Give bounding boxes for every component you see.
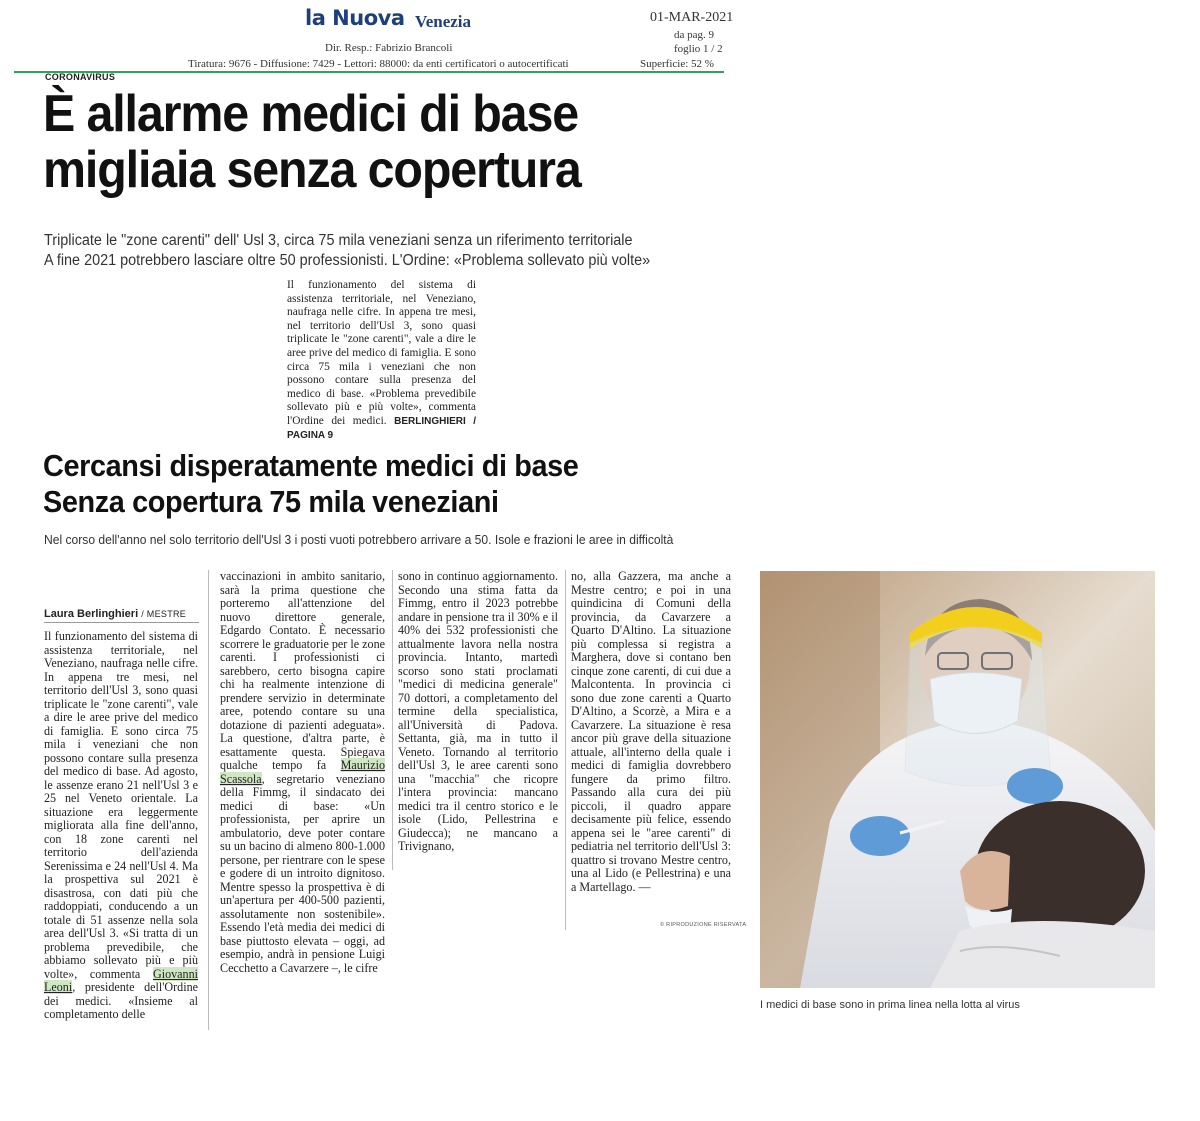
column-divider	[392, 570, 393, 870]
column-4-text: no, alla Gazzera, ma anche a Mestre centro; e poi in una quindicina di Comuni della provincia, da Cavarzere a Quarto D'Altino. La situazione più complessa si registra a Marghera, dove si contano ben cinque zone carenti, di cui due a Malcontenta. In provincia ci sono due zone carenti a Quarto D'Altino, a Scorzè, a Mira e a Cavarzere. La situazione è resa ancor più grave della situazione attuale, all'interno della quale i medici di famiglia dovrebbero fungere da primo filtro. Passando alla cura dei più piccoli, il quadro appare decisamente più felice, essendo appena sei le "aree carenti" di pediatria nel territorio dell'Usl 3: quattro si trovano Mestre centro, una al Lido (e Pellestrina) e una a Martellago. —	[571, 569, 731, 894]
director-line: Dir. Resp.: Fabrizio Brancoli	[325, 42, 453, 54]
masthead-rule	[14, 71, 724, 73]
front-summary	[287, 279, 476, 442]
article-headline-line-1: Cercansi disperatamente medici di base	[43, 448, 579, 483]
column-2-text: vaccinazioni in ambito sanitario, sarà la prima questione che porteremo all'attenzione del nuovo direttore generale, Edgardo Contato. È necessario scorrere le graduatorie per le zone carenti. I professionisti ci sarebbero, certo bisogna capire chi ha realmente intenzione di prendere servizio in determinate aree, potendo contare su una dotazione di pazienti adeguata». La questione, d'altra parte, è esattamente questa. Spiegava qualche tempo fa	[220, 569, 385, 772]
section-tag: CORONAVIRUS	[45, 72, 116, 82]
article-photo	[760, 571, 1155, 988]
highlighted-name-scassola: Maurizio Scassola	[220, 758, 385, 786]
column-divider	[565, 570, 566, 930]
circulation-line: Tiratura: 9676 - Diffusione: 7429 - Lettori: 88000: da enti certificatori o autocertificati	[188, 58, 569, 70]
article-column-3	[398, 570, 558, 854]
article-headline-line-2: Senza copertura 75 mila veneziani	[43, 484, 499, 519]
front-summary-text: Il funzionamento del sistema di assistenza territoriale, nel Veneziano, naufraga nelle cifre. In appena tre mesi, nel territorio dell'Usl 3, sono quasi triplicate le "zone carenti", vale a dire le aree prive del medico di famiglia. E sono circa 75 mila i veneziani che non possono contare sulla presenza del medico di base. «Problema prevedibile sollevato più e più volte», commenta l'Ordine dei medici.	[287, 279, 476, 427]
column-2-tail: , segretario veneziano della Fimmg, il sindacato dei medici di base: «Un professionista, per aprire un ambulatorio, deve poter contare su un bacino di almeno 800-1.000 persone, per rientrare con le spese e godere di un introito dignitoso. Mentre spesso la prospettiva è di un'apertura per 400-500 pazienti, assolutamente non sostenibile». Essendo l'età media dei medici di base piuttosto elevata – oggi, ad esempio, andrà in pensione Luigi Cecchetto a Cavarzere –, le cifre	[220, 771, 385, 975]
newspaper-edition: Venezia	[415, 12, 472, 31]
photo-illustration	[760, 571, 1155, 988]
column-divider	[208, 570, 209, 1030]
main-headline	[43, 86, 694, 198]
article-subheadline: Nel corso dell'anno nel solo territorio dell'Usl 3 i posti vuoti potrebbero arrivare a 50. Isole e frazioni le aree in difficoltà	[44, 532, 674, 547]
highlighted-name-leoni: Giovanni Leoni	[44, 966, 198, 994]
main-subheadline	[44, 231, 695, 271]
author-location: / MESTRE	[141, 609, 187, 619]
article-column-2	[220, 570, 385, 975]
article-headline	[43, 448, 694, 520]
author-name: Laura Berlinghieri	[44, 608, 139, 620]
main-subheadline-line-1: Triplicate le "zone carenti" dell' Usl 3, circa 75 mila veneziani senza un riferimento territoriale	[44, 232, 633, 249]
page-ref: da pag. 9	[674, 29, 715, 41]
main-headline-line-1: È allarme medici di base	[43, 85, 579, 143]
photo-caption: I medici di base sono in prima linea nella lotta al virus	[760, 999, 1020, 1011]
column-1-text: Il funzionamento del sistema di assistenza territoriale, nel Veneziano, naufraga nelle cifre. In appena tre mesi, nel territorio dell'Usl 3, sono quasi triplicate le "zone carenti", vale a dire le aree prive del medico di famiglia. E sono circa 75 mila i veneziani che non possono contare sulla presenza del medico di base. Ad agosto, le assenze erano 21 nell'Usl 3 e 25 nel Veneto orientale. La situazione era leggermente migliorata alla fine dell'anno, con 18 zone carenti nel territorio dell'azienda Serenissima e 24 nell'Usl 4. Ma la prospettiva sul 2021 è disastrosa, con dati più che raddoppiati, conducendo a un totale di 51 assenze nella sola area dell'Usl 3. «Si tratta di un problema prevedibile, che abbiamo sollevato più e più volte», commenta	[44, 629, 198, 981]
column-3-text: sono in continuo aggiornamento. Secondo una stima fatta da Fimmg, entro il 2023 potrebbe andare in pensione tra il 30% e il 40% dei 532 professionisti che attualmente lavora nella nostra provincia. Intanto, martedì scorso sono stati proclamati "medici di medicina generale" 70 dottori, a completamento del termine della specialistica, all'Università di Padova. Settanta, già, ma in tutto il Veneto. Tornando al territorio dell'Usl 3, le aree carenti sono una "macchia" che ricopre l'intera provincia: mancano medici tra il centro storico e le isole (Lido, Pellestrina e Giudecca); ne mancano a Trivignano,	[398, 569, 558, 853]
sheet-ref: foglio 1 / 2	[674, 43, 723, 55]
newspaper-logo: la Nuova	[305, 6, 405, 30]
main-headline-line-2: migliaia senza copertura	[43, 141, 581, 199]
article-column-4	[571, 570, 731, 894]
article-column-1	[44, 630, 198, 1022]
byline-rule	[44, 622, 199, 623]
column-1-tail: , presidente dell'Ordine dei medici. «Insieme al completamento delle	[44, 980, 198, 1021]
front-summary-byline: BERLINGHIERI / PAGINA 9	[287, 415, 476, 441]
issue-date: 01-MAR-2021	[650, 10, 734, 25]
copyright-notice: © RIPRODUZIONE RISERVATA	[660, 922, 747, 928]
byline	[44, 608, 186, 620]
main-subheadline-line-2: A fine 2021 potrebbero lasciare oltre 50 professionisti. L'Ordine: «Problema sollevato più volte»	[44, 252, 651, 269]
surface-ref: Superficie: 52 %	[640, 58, 714, 70]
